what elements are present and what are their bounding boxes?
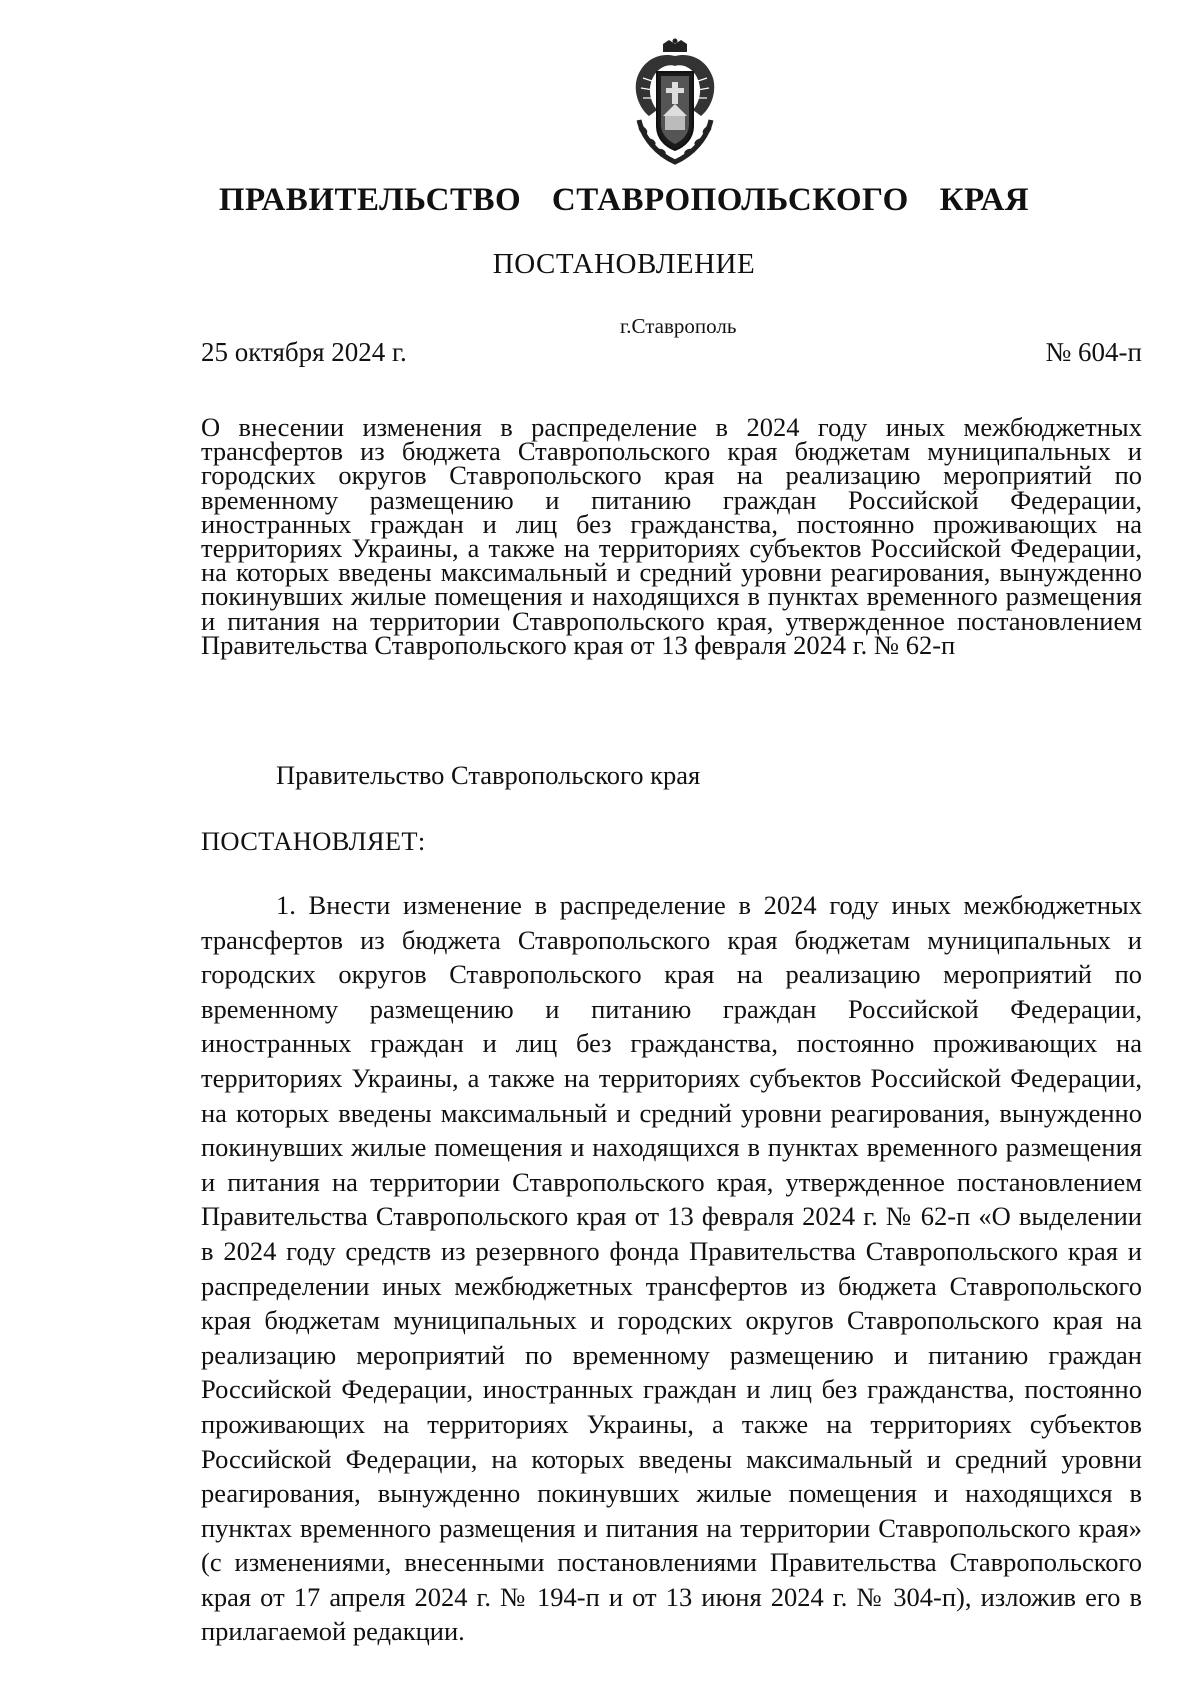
document-subject: О внесении изменения в распределение в 2024 году иных межбюджетных трансфертов из бюджета Ставропольского края бюджетам муниципальных и городских округов Ставропольского края на реализацию мероприятий по временному размещению и питанию граждан Российской Федерации, иностранных граждан и лиц без гражданства, постоянно проживающих на территориях Украины, а также на территориях субъектов Российской Федерации, на которых введены максимальный и средний уровни реагирования, вынужденно покинувших жилые помещения и находящихся в пунктах временного размещения и питания на территории Ставропольского края, утвержденное постановлением Правительства Ставропольского края от 13 февраля 2024 г. № 62-п [201, 412, 1142, 660]
point-1-paragraph: 1. Внести изменение в распределение в 2024 году иных межбюджетных трансфертов из бюджета Ставропольского края бюджетам муниципальных и городских округов Ставропольского края на реализацию мероприятий по временному размещению и питанию граждан Российской Федерации, иностранных граждан и лиц без гражданства, постоянно проживающих на территориях Украины, а также на территориях субъектов Российской Федерации, на которых введены максимальный и средний уровни реагирования, вынужденно покинувших жилые помещения и находящихся в пунктах временного размещения и питания на территории Ставропольского края, утвержденное постановлением Правительства Ставропольского края от 13 февраля 2024 г. № 62-п «О выделении в 2024 году средств из резервного фонда Правительства Ставропольского края и распределении иных межбюджетных трансфертов из бюджета Ставропольского края бюджетам муниципальных и городских округов Ставропольского края на реализацию мероприятий по временному размещению и питанию граждан Российской Федерации, иностранных граждан и лиц без гражданства, постоянно проживающих на территориях Украины, а также на территориях субъектов Российской Федерации, на которых введены максимальный и средний уровни реагирования, вынужденно покинувших жилые помещения и находящихся в пунктах временного размещения и питания на территории Ставропольского края» (с изменениями, внесенными постановлениями Правительства Ставропольского края от 17 апреля 2024 г. № 194-п и от 13 июня 2024 г. № 304-п), изложив его в прилагаемой редакции. [201, 890, 1142, 1647]
document-number: № 604-п [1045, 337, 1142, 367]
document-date: 25 октября 2024 г. [201, 337, 407, 367]
resolves-heading: ПОСТАНОВЛЯЕТ: [201, 826, 426, 856]
document-type: ПОСТАНОВЛЕНИЕ [492, 248, 756, 280]
government-name: Правительство Ставропольского края [276, 760, 701, 790]
government-title: ПРАВИТЕЛЬСТВО СТАВРОПОЛЬСКОГО КРАЯ [218, 182, 1030, 218]
stavropol-coat-of-arms-icon [629, 38, 721, 166]
city: г.Ставрополь [620, 314, 737, 338]
